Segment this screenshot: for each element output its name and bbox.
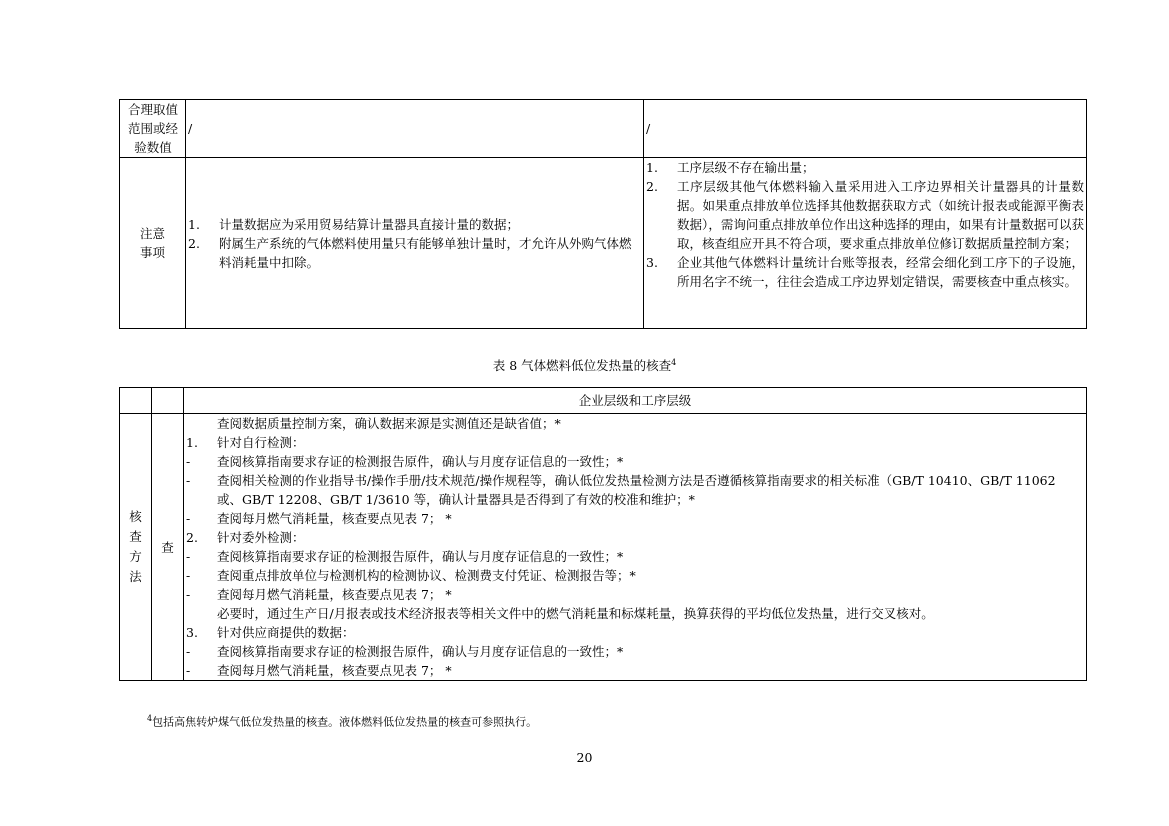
list-item xyxy=(188,234,641,272)
item-number: - xyxy=(186,663,191,678)
item-text: 查阅核算指南要求存证的检测报告原件，确认与月度存证信息的一致性；* xyxy=(217,644,624,659)
list-item xyxy=(186,414,1084,433)
item-text: 针对自行检测： xyxy=(217,435,305,450)
notes-col2-cell xyxy=(644,158,1087,329)
list-item xyxy=(186,623,1084,642)
item-number: 1. xyxy=(186,435,198,450)
item-text: 查阅相关检测的作业指导书/操作手册/技术规范/操作规程等，确认低位发热量检测方法是否遵循核算指南要求的相关标准（GB/T 10410、GB/T 11062 或、GB/T 12208、GB/T 1/3610 等，确认计量器具是否得到了有效的校准和维护；* xyxy=(217,473,1056,507)
item-text: 查阅重点排放单位与检测机构的检测协议、检测费支付凭证、检测报告等；* xyxy=(217,568,636,583)
notes-label-cell: 注意事项 xyxy=(120,158,186,329)
list-item xyxy=(186,566,1084,585)
item-text: 查阅每月燃气消耗量，核查要点见表 7； * xyxy=(217,663,452,678)
item-text: 查阅核算指南要求存证的检测报告原件，确认与月度存证信息的一致性；* xyxy=(217,549,624,564)
item-number xyxy=(186,414,217,433)
item-number: - xyxy=(186,454,191,469)
footnote: $^4$包括高焦转炉煤气低位发热量的核查。液体燃料低位发热量的核查可参照执行。 xyxy=(147,714,538,729)
item-number: - xyxy=(186,473,191,488)
item-number: - xyxy=(186,568,191,583)
notes-list xyxy=(646,158,1084,291)
list-item xyxy=(186,661,1084,680)
list-item xyxy=(186,604,1084,623)
item-number: 3. xyxy=(186,625,198,640)
list-item xyxy=(186,471,1084,509)
check-label-cell: 查 xyxy=(152,414,184,681)
list-item xyxy=(188,215,641,234)
item-number: 2. xyxy=(188,235,200,251)
header-empty-cell xyxy=(152,388,184,414)
notes-row xyxy=(120,158,1087,329)
item-text: 针对供应商提供的数据： xyxy=(217,625,355,640)
item-text: 工序层级其他气体燃料输入量采用进入工序边界相关计量器具的计量数据。如果重点排放单位选择其他数据获取方式（如统计报表或能源平衡表数据），需询问重点排放单位作出这种选择的理由，如果有计量数据可以获取，核查组应开具不符合项，要求重点排放单位修订数据质量控制方案； xyxy=(677,179,1084,251)
list-item xyxy=(186,433,1084,452)
method-list xyxy=(186,414,1084,680)
header-cell: 企业层级和工序层级 xyxy=(184,388,1087,414)
item-number: - xyxy=(186,644,191,659)
item-number: 2. xyxy=(186,530,198,545)
item-number: 3. xyxy=(646,255,658,270)
method-row xyxy=(120,414,1087,681)
range-value-cell: / xyxy=(186,100,644,158)
item-text: 查阅每月燃气消耗量，核查要点见表 7； * xyxy=(217,587,452,602)
item-text: 计量数据应为采用贸易结算计量器具直接计量的数据； xyxy=(219,216,520,232)
list-item xyxy=(186,642,1084,661)
item-text: 企业其他气体燃料计量统计台账等报表，经常会细化到工序下的子设施，所用名字不统一，往往会造成工序边界划定错误，需要核查中重点核实。 xyxy=(677,255,1084,289)
item-number: 1. xyxy=(646,160,658,175)
item-number: 2. xyxy=(646,179,658,194)
method-content-cell xyxy=(184,414,1087,681)
item-text: 查阅核算指南要求存证的检测报告原件，确认与月度存证信息的一致性；* xyxy=(217,454,624,469)
item-number xyxy=(186,604,217,623)
item-number: - xyxy=(186,511,191,526)
list-item xyxy=(186,528,1084,547)
item-text: 必要时，通过生产日/月报表或技术经济报表等相关文件中的燃气消耗量和标煤耗量，换算获得的平均低位发热量，进行交叉核对。 xyxy=(217,606,934,621)
list-item xyxy=(646,158,1084,177)
range-label-cell: 合理取值范围或经验数值 xyxy=(120,100,186,158)
page-number: 20 xyxy=(576,750,593,765)
list-item xyxy=(186,585,1084,604)
range-value-cell: / xyxy=(644,100,1087,158)
method-label-cell: 核查方法 xyxy=(120,414,152,681)
header-row xyxy=(120,388,1087,414)
table-caption: 表 8 气体燃料低位发热量的核查$^4$ xyxy=(492,358,677,374)
header-empty-cell xyxy=(120,388,152,414)
list-item xyxy=(646,253,1084,291)
item-text: 针对委外检测： xyxy=(217,530,305,545)
item-text: 工序层级不存在输出量； xyxy=(677,160,815,175)
item-text: 查阅每月燃气消耗量，核查要点见表 7； * xyxy=(217,511,452,526)
notes-col1-cell xyxy=(186,158,644,329)
item-text: 查阅数据质量控制方案，确认数据来源是实测值还是缺省值；* xyxy=(217,416,561,431)
range-row xyxy=(120,100,1087,158)
list-item xyxy=(186,452,1084,471)
notes-list xyxy=(188,215,641,272)
item-number: 1. xyxy=(188,216,200,232)
item-number: - xyxy=(186,587,191,602)
list-item xyxy=(186,547,1084,566)
item-text: 附属生产系统的气体燃料使用量只有能够单独计量时，才允许从外购气体燃料消耗量中扣除。 xyxy=(219,235,632,270)
list-item xyxy=(186,509,1084,528)
item-number: - xyxy=(186,549,191,564)
list-item xyxy=(646,177,1084,253)
check-method-table xyxy=(119,387,1087,681)
measurement-table xyxy=(119,99,1087,329)
